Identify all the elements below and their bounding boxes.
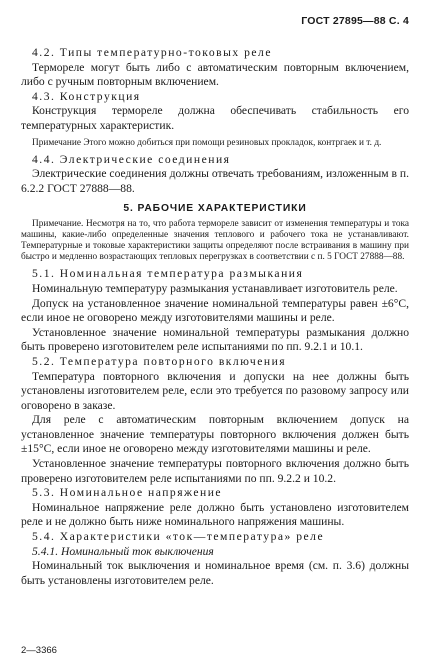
section-4-3-text: Конструкция термореле должна обеспечивать стабильность его температурных характеристик.: [21, 104, 409, 132]
section-5-4-title: 5.4. Характеристики «ток—температура» реле: [32, 530, 325, 544]
section-5-2-para-2: Для реле с автоматическим повторным включением допуск на установленное значение температуры повторного включения должен быть ±15°С, если иное не оговорено между изготовителями машины и реле.: [21, 413, 409, 456]
section-4-4-text: Электрические соединения должны отвечать требованиям, изложенным в п. 6.2.2 ГОСТ 27888—88.: [21, 167, 409, 195]
section-5-4-1-title: 5.4.1. Номинальный ток выключения: [32, 544, 214, 558]
section-4-2-text: Термореле могут быть либо с автоматическим повторным включением, либо с ручным повторным включением.: [21, 60, 409, 89]
section-5-1-para-2: Допуск на установленное значение номинальной температуры равен ±6°С, если иное не оговорено между изготовителями машины и реле.: [21, 296, 409, 325]
section-5-4-1-para-1: Номинальный ток выключения и номинальное время (см. п. 3.6) должны быть установлены изготовителем реле.: [21, 559, 409, 587]
section-5-1-para-3: Установленное значение номинальной температуры размыкания должно быть проверено изготовителем реле испытаниями по пп. 9.2.1 и 10.1.: [21, 325, 409, 354]
section-5-2-title: 5.2. Температура повторного включения: [32, 354, 287, 368]
section-4-2-title: 4.2. Типы температурно-токовых реле: [32, 46, 272, 59]
page-footer: 2—3366: [21, 645, 57, 656]
section-5-2-para-1: Температура повторного включения и допуски на нее должны быть установлены изготовителем реле, если это требуется по разовому запросу или оговорено в заказе.: [21, 369, 409, 412]
section-4-3-title: 4.3. Конструкция: [32, 89, 141, 103]
section-5-2-para-3: Установленное значение температуры повторного включения должно быть проверено изготовителем реле испытаниями по пп. 9.2.2 и 10.2.: [21, 457, 409, 485]
section-4-3-note: Примечание Этого можно добиться при помощи резиновых прокладок, контргаек и т. д.: [32, 137, 382, 148]
document-body: [21, 46, 409, 588]
page-header: ГОСТ 27895—88 С. 4: [301, 15, 409, 27]
section-5-1-para-1: Номинальную температуру размыкания устанавливает изготовитель реле.: [32, 281, 398, 295]
section-4-4-title: 4.4. Электрические соединения: [32, 152, 231, 166]
section-5-3-title: 5.3. Номинальное напряжение: [32, 486, 223, 500]
section-5-heading: 5. РАБОЧИЕ ХАРАКТЕРИСТИКИ: [123, 202, 307, 214]
section-5-3-para-1: Номинальное напряжение реле должно быть установлено изготовителем реле и не должно быть ниже номинального напряжения машины.: [21, 500, 409, 529]
section-5-note: Примечание. Несмотря на то, что работа термореле зависит от изменения температуры и тока машины, какие-либо определенные значения теплового и рабочего тока не устанавливают. Температурные и токовые характеристики защиты определяют после встраивания в машину при быстро и медленно возрастающих тепловых перегрузках в соответствии с п. 5 ГОСТ 27888—88.: [21, 218, 409, 263]
section-5-1-title: 5.1. Номинальная температура размыкания: [32, 267, 304, 281]
